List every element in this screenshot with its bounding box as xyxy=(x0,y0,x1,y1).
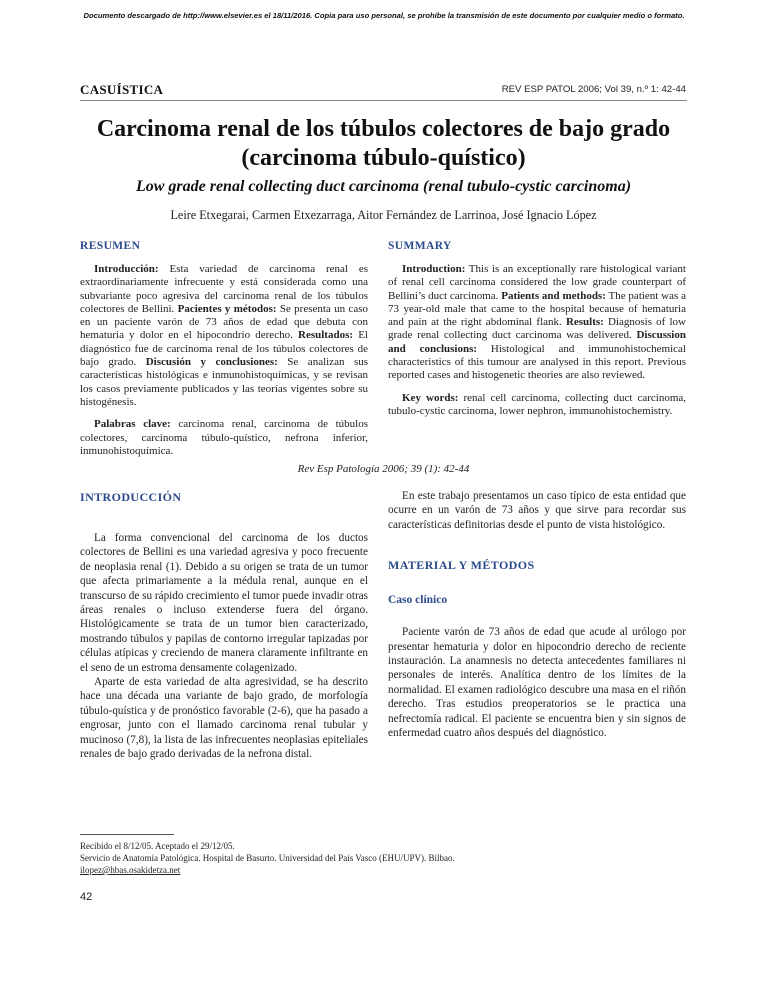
author-email-link[interactable]: ilopez@hbas.osakidetza.net xyxy=(80,865,181,875)
article-title xyxy=(80,115,687,173)
resumen-res-label: Resultados: xyxy=(298,329,354,342)
summary-kw-label: Key words: xyxy=(402,391,459,404)
received-dates: Recibido el 8/12/05. Aceptado el 29/12/05. xyxy=(80,841,235,851)
resumen-disc-label: Discusión y conclusiones: xyxy=(145,356,278,369)
case-paragraph: Paciente varón de 73 años de edad que acude al urólogo por presentar hematuria y dolor en hipocondrio derecho de reciente instauración. La anamnesis no detecta antecedentes familiares ni personales de interés. Analítica dentro de los límites de la normalidad. El examen radiológico descubre una masa en el riñón derecho. Tras estudios preoperatorios se le practica una nefrectomía radical. El paciente se encuentra bien y sin signos de enfermedad cuatro años después del diagnóstico. xyxy=(388,626,686,740)
resumen-text xyxy=(80,263,368,409)
summary-intro-text: This is an exceptionally rare histological variant of renal cell carcinoma considered the low grade counterpart of Bellini’s duct carcinoma. xyxy=(388,263,686,302)
intro-paragraph-2: Aparte de esta variedad de alta agresividad, se ha descrito hace una década una variante de bajo grado, de morfología túbulo-quística y de pronóstico favorable (2-6), que ha pasado a engrosar, junto con el llamado carcinoma renal tubular y mucinoso (7,8), la lista de las infrecuentes neoplasias epiteliales renales de bajo grado derivadas de la nefrona distal. xyxy=(80,676,368,761)
article-subtitle: Low grade renal collecting duct carcinoma (renal tubulo-cystic carcinoma) xyxy=(135,178,632,195)
resumen-keywords xyxy=(80,418,368,458)
summary-res-text: Diagnosis of low grade renal collecting duct carcinoma was delivered. xyxy=(388,316,686,342)
resumen-intro-text: Esta variedad de carcinoma renal es extraordinariamente infrecuente y está considerada como una subvariante poco agresiva del carcinoma renal de los túbulos colectores de Bellini. xyxy=(80,263,368,315)
resumen-intro-label: Introducción: xyxy=(94,263,159,275)
resumen-disc-text: Se analizan sus características histológicas e inmunohistoquímicas, y se revisan los casos previamente publicados y las teorías vigentes sobre su histogénesis. xyxy=(80,356,369,408)
summary-intro-label: Introduction: xyxy=(402,263,466,275)
summary-kw-text: renal cell carcinoma, collecting duct carcinoma, tubulo-cystic carcinoma, lower nephron, immunohistochemistry. xyxy=(388,391,687,417)
summary-block xyxy=(388,240,686,418)
citation-line: Rev Esp Patología 2006; 39 (1): 42-44 xyxy=(297,463,470,475)
resumen-pm-text: Se presenta un caso en un paciente varón de 73 años de edad que debuta con hematuria y dolor en el hipocondrio derecho. xyxy=(80,302,368,342)
summary-heading: SUMMARY xyxy=(388,240,452,252)
resumen-kw-label: Palabras clave: xyxy=(94,418,171,431)
footnote-rule xyxy=(80,834,174,835)
header-rule xyxy=(80,100,687,101)
resumen-res-text: El diagnóstico fue de carcinoma renal de los túbulos colectores de bajo grado. xyxy=(80,329,368,369)
journal-reference: REV ESP PATOL 2006; Vol 39, n.º 1: 42-44 xyxy=(501,84,686,95)
right-column xyxy=(388,489,686,740)
summary-disc-label: Discussion and conclusions: xyxy=(388,329,686,355)
authors: Leire Etxegarai, Carmen Etxezarraga, Aitor Fernández de Larrinoa, José Ignacio López xyxy=(170,208,597,222)
case-subheading: Caso clínico xyxy=(388,594,448,607)
resumen-kw-text: carcinoma renal, carcinoma de túbulos colectores, carcinoma túbulo-quístico, nefrona inferior, inmunohistoquímica. xyxy=(80,418,368,457)
summary-res-label: Results: xyxy=(565,316,604,329)
resumen-pm-label: Pacientes y métodos: xyxy=(177,302,277,315)
intro-heading: INTRODUCCIÓN xyxy=(80,490,182,504)
title-line-1: Carcinoma renal de los túbulos colectores de bajo grado xyxy=(96,116,671,142)
methods-heading: MATERIAL Y MÉTODOS xyxy=(388,558,535,573)
summary-keywords xyxy=(388,392,686,419)
section-label: CASUÍSTICA xyxy=(80,82,164,97)
intro-paragraph-1: La forma convencional del carcinoma de los ductos colectores de Bellini es una variedad agresiva y poco frecuente de neoplasia renal (1). Debido a su origen se trata de un tumor que afecta primariamente a la médula renal, aunque en el transcurso de su rápido crecimiento el tumor puede invadir otras áreas renales o incluso extenderse fuera del órgano. Histológicamente se trata de un tumor bien caracterizado, mostrando túbulos y papilas de contorno irregular tapizadas por células atípicas y creciendo de manera claramente infiltrante en el seno de un estroma densamente colagenizado. xyxy=(80,532,368,674)
summary-text xyxy=(388,263,686,383)
title-line-2: (carcinoma túbulo-quístico) xyxy=(241,145,526,171)
resumen-block xyxy=(80,240,368,458)
right-paragraph-1: En este trabajo presentamos un caso típico de esta entidad que ocurre en un varón de 73 años y que sirve para recordar sus características definitorias desde el punto de vista histológico. xyxy=(388,490,686,531)
summary-pm-text: The patient was a 73 year-old male that came to the hospital because of hematuria and pain at the right abdominal flank. xyxy=(388,289,686,329)
summary-pm-label: Patients and methods: xyxy=(501,289,606,302)
affiliation: Servicio de Anatomía Patológica. Hospital de Basurto. Universidad del País Vasco (EHU/UPV). Bilbao. xyxy=(80,853,455,863)
page-number: 42 xyxy=(80,891,93,903)
summary-disc-text: Histological and immunohistochemical characteristics of this tumour are analysed in this report. Previous reported cases and histogenetic theories are also reviewed. xyxy=(388,342,686,382)
resumen-heading: RESUMEN xyxy=(80,240,141,252)
download-notice: Documento descargado de http://www.elsevier.es el 18/11/2016. Copia para uso personal, se prohíbe la transmisión de este documento por cualquier medio o formato. xyxy=(83,11,685,20)
intro-section xyxy=(80,490,368,762)
